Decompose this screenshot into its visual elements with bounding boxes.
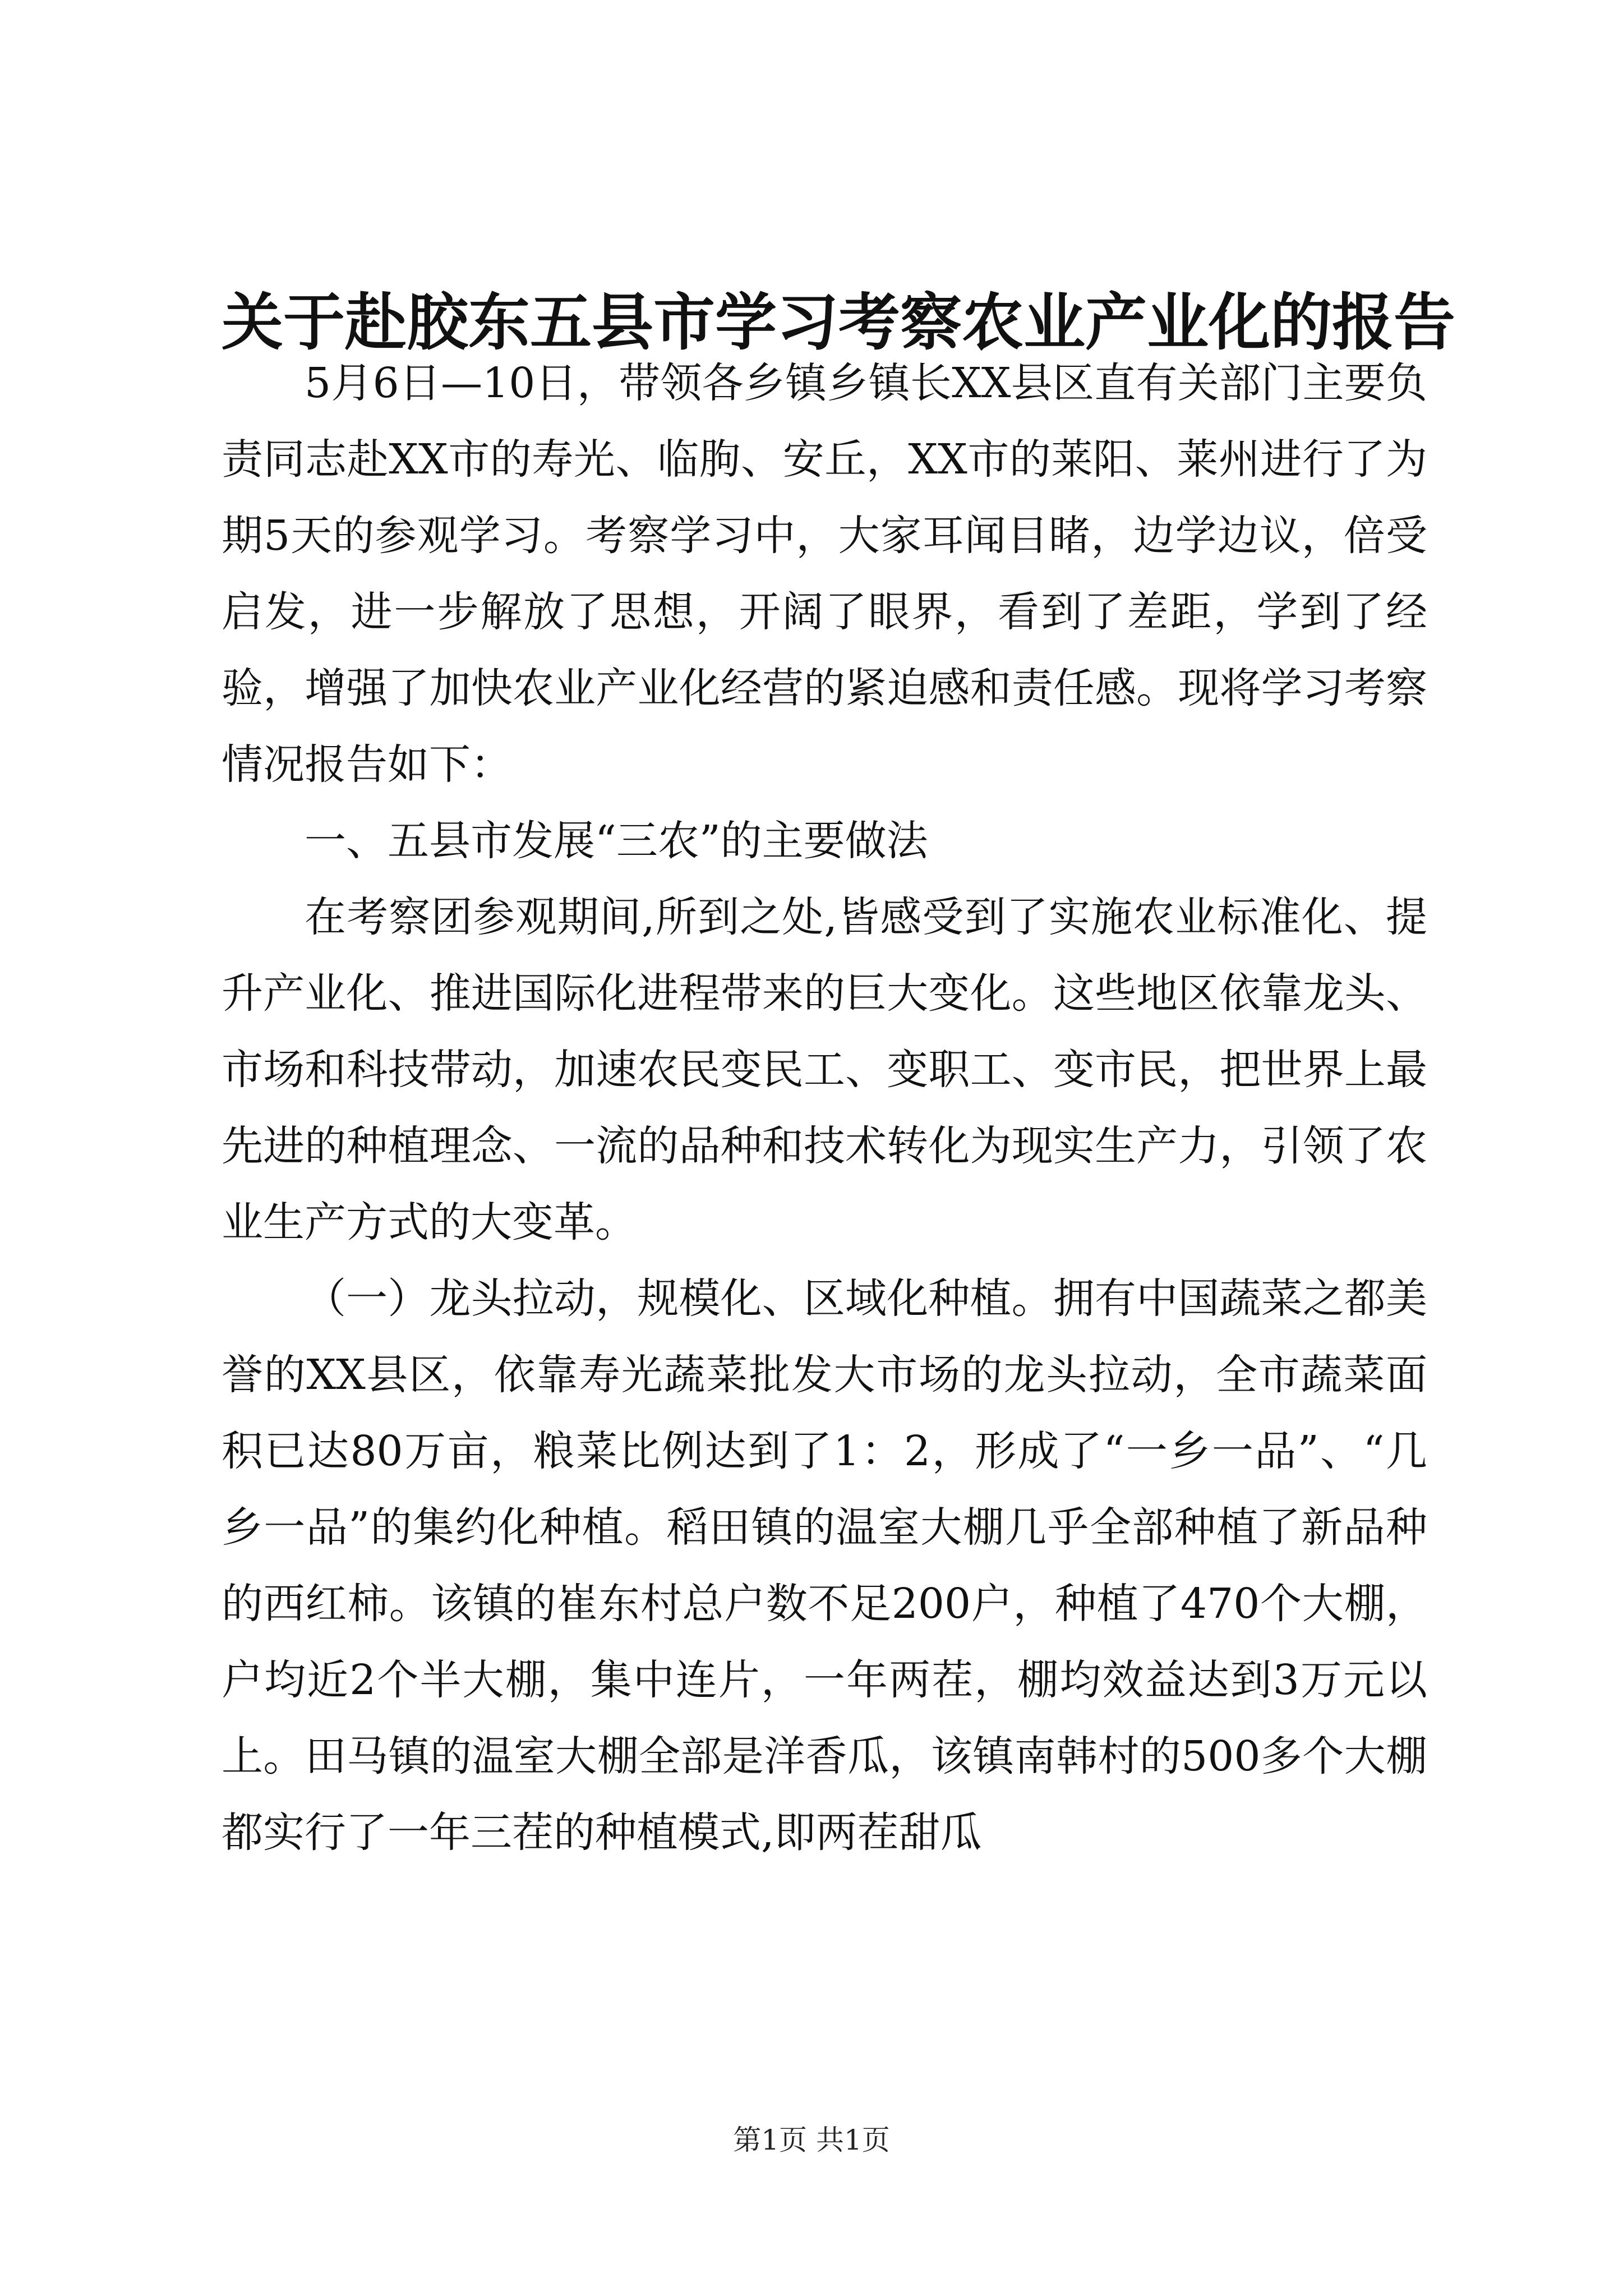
paragraph-overview: 在考察团参观期间,所到之处,皆感受到了实施农业标准化、提升产业化、推进国际化进程带来的巨大变化。这些地区依靠龙头、市场和科技带动，加速农民变民工、变职工、变市民，把世界上最先进的种植理念、一流的品种和技术转化为现实生产力，引领了农业生产方式的大变革。 xyxy=(222,893,1427,1246)
page-footer: 第1页 共1页 xyxy=(733,2124,890,2156)
document-body xyxy=(222,345,1427,1871)
paragraph-intro: 5月6日—10日，带领各乡镇乡镇长XX县区直有关部门主要负责同志赴XX市的寿光、临朐、安丘，XX市的莱阳、莱州进行了为期5天的参观学习。考察学习中，大家耳闻目睹，边学边议，倍受启发，进一步解放了思想，开阔了眼界，看到了差距，学到了经验，增强了加快农业产业化经营的紧迫感和责任感。现将学习考察情况报告如下： xyxy=(222,359,1427,789)
paragraph-subsection-1: （一）龙头拉动，规模化、区域化种植。拥有中国蔬菜之都美誉的XX县区，依靠寿光蔬菜批发大市场的龙头拉动，全市蔬菜面积已达80万亩，粮菜比例达到了1：2，形成了“一乡一品”、“几乡一品”的集约化种植。稻田镇的温室大棚几乎全部种植了新品种的西红柿。该镇的崔东村总户数不足200户，种植了470个大棚，户均近2个半大棚，集中连片，一年两茬，棚均效益达到3万元以上。田马镇的温室大棚全部是洋香瓜，该镇南韩村的500多个大棚都实行了一年三茬的种植模式,即两茬甜瓜 xyxy=(222,1274,1427,1857)
document-title: 关于赴胶东五县市学习考察农业产业化的报告 xyxy=(222,286,1455,358)
section-heading: 一、五县市发展“三农”的主要做法 xyxy=(305,817,928,865)
